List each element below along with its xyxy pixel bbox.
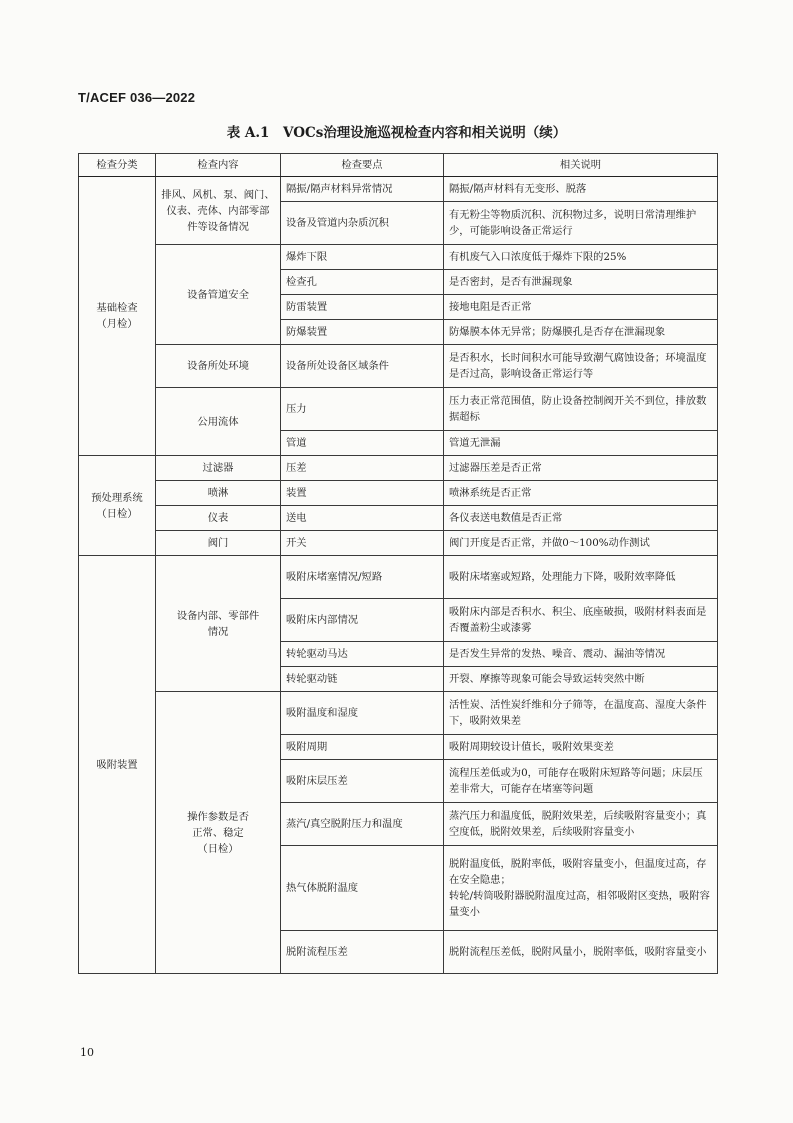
description-cell: 有机废气入口浓度低于爆炸下限的25% xyxy=(444,245,718,270)
description-cell: 流程压差低或为0，可能存在吸附床短路等问题；床层压差非常大，可能存在堵塞等问题 xyxy=(444,760,718,803)
key-point-cell: 设备及管道内杂质沉积 xyxy=(281,202,444,245)
inspection-item-cell xyxy=(156,388,281,456)
category-cell xyxy=(79,556,156,974)
category-cell xyxy=(79,456,156,556)
description-cell: 压力表正常范围值，防止设备控制阀开关不到位，排放数据超标 xyxy=(444,388,718,431)
key-point-cell: 爆炸下限 xyxy=(281,245,444,270)
description-cell: 各仪表送电数值是否正常 xyxy=(444,506,718,531)
cell-text-line: 仪表 xyxy=(207,512,229,524)
cell-text-line: 仪表、壳体、内部零部 xyxy=(166,204,270,217)
description-cell: 管道无泄漏 xyxy=(444,431,718,456)
description-cell: 隔振/隔声材料有无变形、脱落 xyxy=(444,177,718,202)
description-cell: 过滤器压差是否正常 xyxy=(444,456,718,481)
key-point-cell: 送电 xyxy=(281,506,444,531)
table-title: 表 A.1 VOCs治理设施巡视检查内容和相关说明（续） xyxy=(226,125,567,141)
description-cell: 接地电阻是否正常 xyxy=(444,295,718,320)
description-cell: 阀门开度是否正常，并做0～100%动作测试 xyxy=(444,531,718,556)
description-cell: 是否密封，是否有泄漏现象 xyxy=(444,270,718,295)
cell-text-line: 预处理系统 xyxy=(91,491,143,504)
inspection-item-cell xyxy=(156,245,281,345)
description-cell: 脱附温度低，脱附率低，吸附容量变小，但温度过高，存在安全隐患； 转轮/转筒吸附器脱附温度过高，相邻吸附区变热，吸附容量变小 xyxy=(444,846,718,931)
description-cell: 喷淋系统是否正常 xyxy=(444,481,718,506)
inspection-item-cell xyxy=(156,556,281,692)
cell-text-line: 情况 xyxy=(207,625,229,638)
cell-text-line: 阀门 xyxy=(207,537,229,549)
key-point-cell: 装置 xyxy=(281,481,444,506)
key-point-cell: 防雷装置 xyxy=(281,295,444,320)
key-point-cell: 管道 xyxy=(281,431,444,456)
table-row xyxy=(79,456,718,481)
description-cell: 吸附周期较设计值长，吸附效果变差 xyxy=(444,735,718,760)
key-point-cell: 压差 xyxy=(281,456,444,481)
inspection-table xyxy=(78,153,718,974)
key-point-cell: 吸附温度和湿度 xyxy=(281,692,444,735)
table-row xyxy=(79,481,718,506)
table-row xyxy=(79,506,718,531)
cell-text-line: 喷淋 xyxy=(207,487,229,499)
description-cell: 蒸汽压力和温度低，脱附效果差，后续吸附容量变小；真空度低，脱附效果差，后续吸附容量变小 xyxy=(444,803,718,846)
cell-text-line: 排风、风机、泵、阀门、 xyxy=(161,188,275,201)
description-cell: 开裂、摩擦等现象可能会导致运转突然中断 xyxy=(444,667,718,692)
inspection-item-cell xyxy=(156,506,281,531)
cell-text-line: 设备内部、零部件 xyxy=(176,609,260,622)
description-cell: 是否积水，长时间积水可能导致潮气腐蚀设备；环境温度是否过高，影响设备正常运行等 xyxy=(444,345,718,388)
inspection-item-cell xyxy=(156,692,281,974)
inspection-item-cell xyxy=(156,481,281,506)
cell-text-line: 操作参数是否 xyxy=(187,810,249,823)
table-row xyxy=(79,531,718,556)
description-cell: 是否发生异常的发热、噪音、震动、漏油等情况 xyxy=(444,642,718,667)
cell-text-line: 设备管道安全 xyxy=(187,288,249,301)
description-cell: 有无粉尘等物质沉积、沉积物过多，说明日常清理维护少，可能影响设备正常运行 xyxy=(444,202,718,245)
cell-text-line: 件等设备情况 xyxy=(187,220,249,233)
key-point-cell: 检查孔 xyxy=(281,270,444,295)
table-row xyxy=(79,692,718,735)
cell-text-line: （日检） xyxy=(197,842,239,855)
key-point-cell: 热气体脱附温度 xyxy=(281,846,444,931)
description-cell: 吸附床内部是否积水、积尘、底座破损，吸附材料表面是否覆盖粉尘或漆雾 xyxy=(444,599,718,642)
column-header-content: 检查内容 xyxy=(156,154,281,177)
table-row xyxy=(79,245,718,270)
cell-text-line: 公用流体 xyxy=(197,415,239,428)
column-header-key-point: 检查要点 xyxy=(281,154,444,177)
key-point-cell: 转轮驱动马达 xyxy=(281,642,444,667)
column-header-description: 相关说明 xyxy=(444,154,718,177)
cell-text-line: 正常、稳定 xyxy=(192,826,244,839)
cell-text-line: （日检） xyxy=(96,507,138,520)
cell-text-line: 过滤器 xyxy=(202,462,234,474)
table-body xyxy=(79,177,718,974)
table-row xyxy=(79,345,718,388)
description-cell: 防爆膜本体无异常；防爆膜孔是否存在泄漏现象 xyxy=(444,320,718,345)
key-point-cell: 隔振/隔声材料异常情况 xyxy=(281,177,444,202)
key-point-cell: 蒸汽/真空脱附压力和温度 xyxy=(281,803,444,846)
cell-text-line: （月检） xyxy=(96,318,138,330)
description-cell: 吸附床堵塞或短路，处理能力下降，吸附效率降低 xyxy=(444,556,718,599)
key-point-cell: 开关 xyxy=(281,531,444,556)
table-row xyxy=(79,556,718,599)
cell-text-line: 吸附装置 xyxy=(96,758,138,771)
key-point-cell: 转轮驱动链 xyxy=(281,667,444,692)
category-cell xyxy=(79,177,156,456)
inspection-item-cell xyxy=(156,531,281,556)
key-point-cell: 设备所处设备区域条件 xyxy=(281,345,444,388)
key-point-cell: 脱附流程压差 xyxy=(281,931,444,974)
cell-text-line: 设备所处环境 xyxy=(187,360,249,372)
document-code: T/ACEF 036—2022 xyxy=(78,90,196,105)
inspection-item-cell xyxy=(156,177,281,245)
column-header-category: 检查分类 xyxy=(79,154,156,177)
inspection-item-cell xyxy=(156,345,281,388)
key-point-cell: 吸附周期 xyxy=(281,735,444,760)
inspection-item-cell xyxy=(156,456,281,481)
description-cell: 活性炭、活性炭纤维和分子筛等，在温度高、湿度大条件下，吸附效果差 xyxy=(444,692,718,735)
cell-text-line: 基础检查 xyxy=(96,302,138,314)
table-row xyxy=(79,177,718,202)
key-point-cell: 吸附床层压差 xyxy=(281,760,444,803)
table-row xyxy=(79,388,718,431)
page-number: 10 xyxy=(80,1046,94,1059)
key-point-cell: 吸附床堵塞情况/短路 xyxy=(281,556,444,599)
key-point-cell: 防爆装置 xyxy=(281,320,444,345)
key-point-cell: 吸附床内部情况 xyxy=(281,599,444,642)
description-cell: 脱附流程压差低，脱附风量小，脱附率低，吸附容量变小 xyxy=(444,931,718,974)
table-header-row xyxy=(79,154,718,177)
key-point-cell: 压力 xyxy=(281,388,444,431)
